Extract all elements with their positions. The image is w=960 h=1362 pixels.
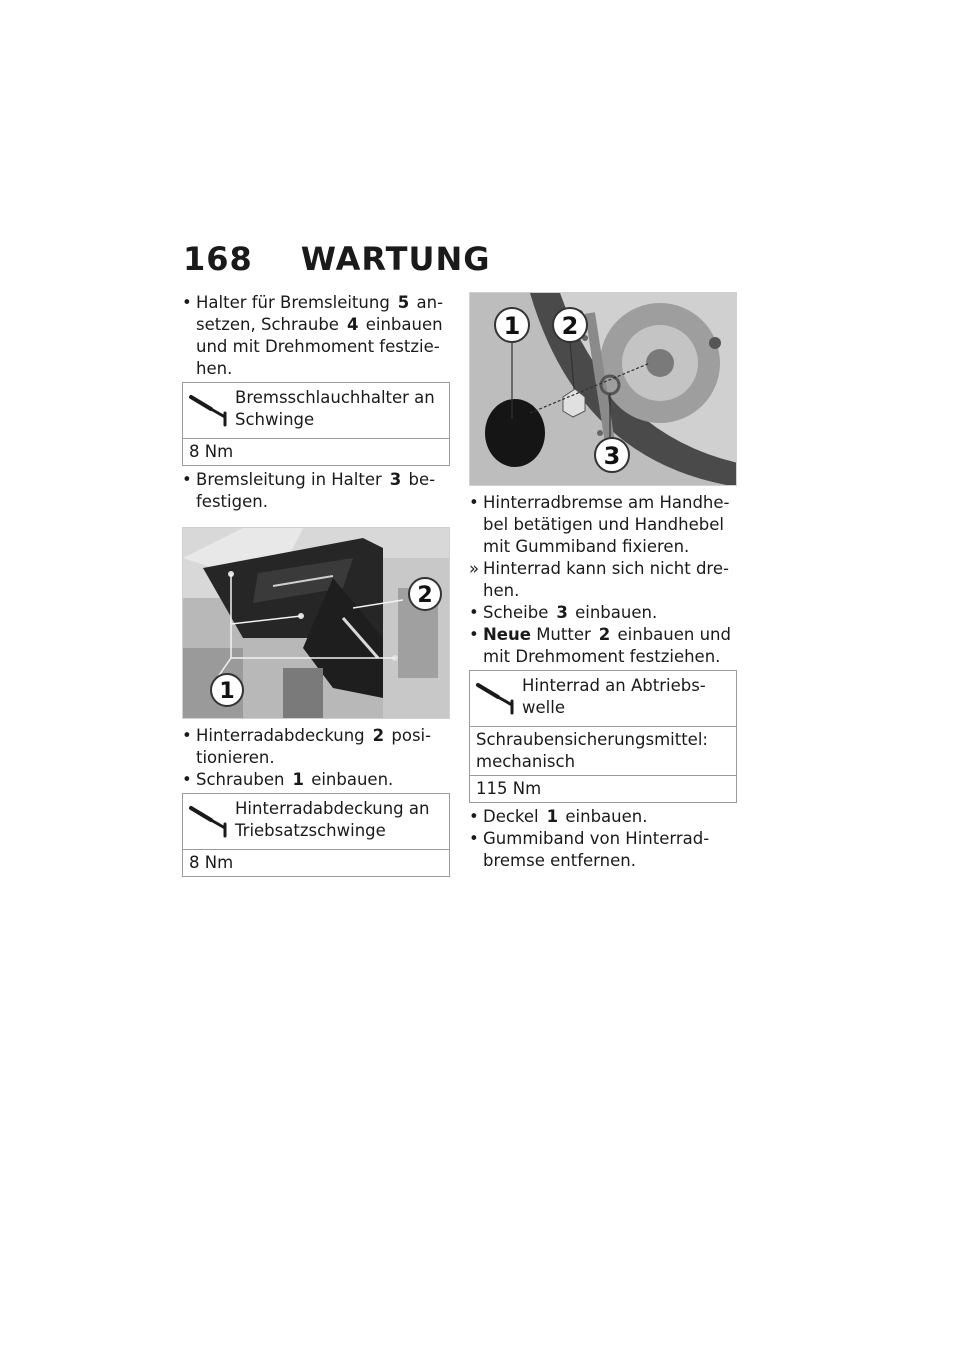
callout-1: 1 [503,312,521,340]
step-text: Deckel [483,807,539,826]
step-text: einbauen und mit Drehmoment festziehen. [483,625,731,666]
spec-title: Bremsschlauchhalter an Schwinge [235,388,435,429]
step-text: einbauen. [565,807,648,826]
step-text: Scheibe [483,603,549,622]
spec-header [183,383,449,439]
part-number: 5 [397,293,410,312]
step-item [182,469,450,513]
step-item [469,492,737,558]
step-text: Mutter [536,625,591,644]
bullet-icon: • [182,293,192,312]
left-column [182,292,450,880]
bullet-icon: • [469,829,479,848]
step-text: einbauen und mit Drehmoment festzie-hen. [196,315,443,378]
step-item [469,602,737,624]
step-text: an-setzen, Schraube [196,293,444,334]
callout-1: 1 [219,679,235,704]
part-number: 3 [389,470,402,489]
step-text: Gummiband von Hinterrad-bremse entfernen. [483,829,710,870]
spec-header [183,794,449,850]
page-number: 168 [183,240,253,278]
bullet-icon: • [182,770,192,789]
step-item [182,769,450,791]
part-number: 2 [372,726,385,745]
step-item [469,828,737,872]
part-number: 1 [546,807,559,826]
torque-spec-table [469,670,737,803]
step-text: Hinterradabdeckung [196,726,365,745]
step-item [469,624,737,668]
spec-title: Hinterrad an Abtriebs-welle [522,676,706,717]
part-number: 4 [346,315,359,334]
spec-title: Hinterradabdeckung an Triebsatzschwinge [235,799,430,840]
step-text: Hinterradbremse am Handhe-bel betätigen und Handhebel mit Gummiband fixieren. [483,493,730,556]
step-text: einbauen. [311,770,394,789]
step-text: einbauen. [575,603,658,622]
callout-3: 3 [603,442,621,470]
step-item [469,806,737,828]
rear-wheel-illustration [470,293,737,486]
right-column [469,292,737,872]
part-number: 2 [598,625,611,644]
step-text: Halter für Bremsleitung [196,293,390,312]
section-title: WARTUNG [300,240,491,278]
rear-cover-figure [182,527,450,719]
new-part-label: Neue [483,625,531,644]
step-item [182,292,450,380]
spec-value: 8 Nm [189,853,234,872]
step-text: Bremsleitung in Halter [196,470,382,489]
torque-spec-table [182,793,450,877]
torque-wrench-icon [476,679,516,715]
part-number: 1 [292,770,304,789]
bullet-icon: • [182,726,192,745]
step-item [182,725,450,769]
result-text: Hinterrad kann sich nicht dre-hen. [483,559,729,600]
bullet-icon: • [182,470,192,489]
step-text: be-festigen. [196,470,436,511]
bullet-icon: • [469,603,479,622]
torque-wrench-icon [189,391,229,427]
rear-wheel-figure [469,292,737,486]
part-number: 3 [556,603,568,622]
result-item [469,558,737,602]
page-header [183,240,490,278]
step-text: posi-tionieren. [196,726,432,767]
bullet-icon: • [469,625,479,644]
step-text: Schrauben [196,770,285,789]
result-arrow-icon: » [469,559,480,578]
spec-value: 8 Nm [189,442,234,461]
rear-cover-illustration [183,528,450,719]
torque-spec-table [182,382,450,466]
spec-note: Schraubensicherungsmittel: mechanisch [470,727,736,776]
spec-value: 115 Nm [476,779,542,798]
spec-header [470,671,736,727]
callout-2: 2 [417,583,433,608]
bullet-icon: • [469,493,479,512]
torque-wrench-icon [189,802,229,838]
bullet-icon: • [469,807,479,826]
callout-2: 2 [561,312,579,340]
